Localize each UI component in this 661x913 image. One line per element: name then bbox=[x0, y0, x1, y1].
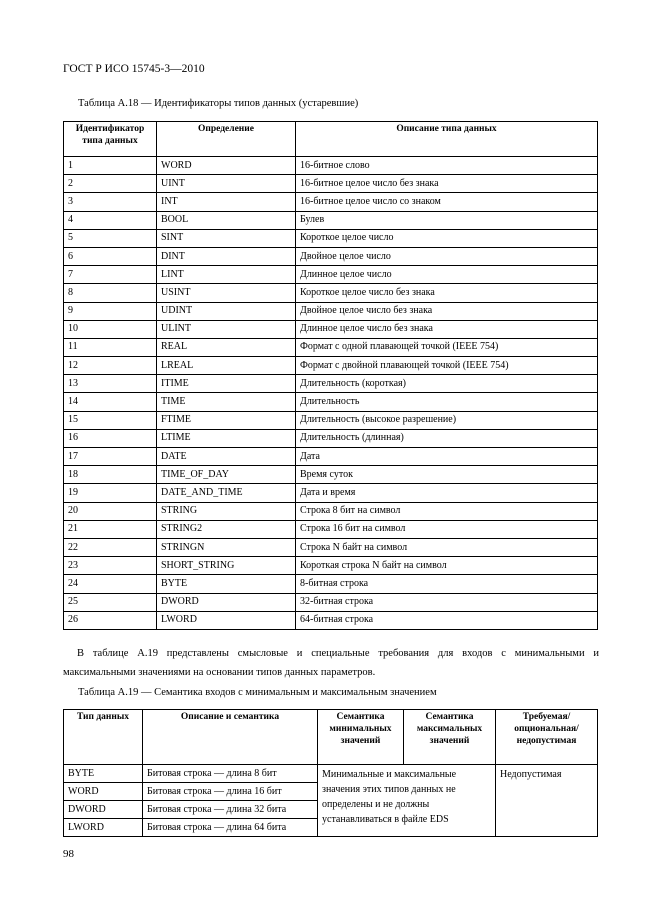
cell-id: 15 bbox=[64, 411, 157, 429]
cell-description: 16-битное целое число без знака bbox=[296, 175, 598, 193]
cell-definition: UDINT bbox=[157, 302, 296, 320]
cell-description: Строка 8 бит на символ bbox=[296, 502, 598, 520]
cell-id: 4 bbox=[64, 211, 157, 229]
cell-description: Строка 16 бит на символ bbox=[296, 520, 598, 538]
cell-description: 64-битная строка bbox=[296, 611, 598, 629]
cell-definition: TIME bbox=[157, 393, 296, 411]
table-row bbox=[64, 502, 598, 520]
cell-definition: STRING2 bbox=[157, 520, 296, 538]
cell-description: Дата и время bbox=[296, 484, 598, 502]
table-header-row bbox=[64, 122, 598, 157]
cell-definition: USINT bbox=[157, 284, 296, 302]
cell-description: Длинное целое число без знака bbox=[296, 320, 598, 338]
table-row bbox=[64, 229, 598, 247]
table-row bbox=[64, 375, 598, 393]
table-a18-body bbox=[64, 157, 598, 630]
cell-description: Битовая строка — длина 32 бита bbox=[143, 801, 318, 819]
cell-id: 25 bbox=[64, 593, 157, 611]
cell-description: Формат с одной плавающей точкой (IEEE 754) bbox=[296, 338, 598, 356]
cell-description: Битовая строка — длина 64 бита bbox=[143, 819, 318, 837]
cell-description: Битовая строка — длина 16 бит bbox=[143, 783, 318, 801]
cell-description: 8-битная строка bbox=[296, 575, 598, 593]
col-header-requirement: Требуемая/ опциональная/ недопустимая bbox=[496, 710, 598, 765]
cell-definition: ITIME bbox=[157, 375, 296, 393]
table-row bbox=[64, 765, 598, 783]
cell-type: LWORD bbox=[64, 819, 143, 837]
cell-description: 16-битное целое число со знаком bbox=[296, 193, 598, 211]
cell-definition: SINT bbox=[157, 229, 296, 247]
cell-id: 26 bbox=[64, 611, 157, 629]
col-header-data-type: Тип данных bbox=[64, 710, 143, 765]
table-row bbox=[64, 175, 598, 193]
cell-id: 8 bbox=[64, 284, 157, 302]
cell-definition: REAL bbox=[157, 338, 296, 356]
cell-id: 2 bbox=[64, 175, 157, 193]
cell-definition: SHORT_STRING bbox=[157, 557, 296, 575]
cell-description: Двойное целое число без знака bbox=[296, 302, 598, 320]
table-row bbox=[64, 302, 598, 320]
cell-description: Двойное целое число bbox=[296, 247, 598, 265]
cell-id: 11 bbox=[64, 338, 157, 356]
cell-definition: BYTE bbox=[157, 575, 296, 593]
cell-type: BYTE bbox=[64, 765, 143, 783]
cell-id: 21 bbox=[64, 520, 157, 538]
table-row bbox=[64, 284, 598, 302]
cell-id: 17 bbox=[64, 448, 157, 466]
cell-definition: LWORD bbox=[157, 611, 296, 629]
cell-description: Строка N байт на символ bbox=[296, 538, 598, 556]
col-header-description: Описание типа данных bbox=[296, 122, 598, 157]
cell-definition: FTIME bbox=[157, 411, 296, 429]
cell-description: Длинное целое число bbox=[296, 266, 598, 284]
cell-description: Короткая строка N байт на символ bbox=[296, 557, 598, 575]
col-header-definition: Определение bbox=[157, 122, 296, 157]
table-row bbox=[64, 320, 598, 338]
cell-type: DWORD bbox=[64, 801, 143, 819]
table-row bbox=[64, 448, 598, 466]
cell-id: 10 bbox=[64, 320, 157, 338]
table-row bbox=[64, 193, 598, 211]
table-row bbox=[64, 466, 598, 484]
cell-description: Короткое целое число без знака bbox=[296, 284, 598, 302]
cell-id: 5 bbox=[64, 229, 157, 247]
cell-definition: LINT bbox=[157, 266, 296, 284]
table-row bbox=[64, 575, 598, 593]
table-a19 bbox=[63, 709, 598, 837]
cell-id: 6 bbox=[64, 247, 157, 265]
table-row bbox=[64, 484, 598, 502]
cell-id: 18 bbox=[64, 466, 157, 484]
cell-definition: STRINGN bbox=[157, 538, 296, 556]
cell-id: 20 bbox=[64, 502, 157, 520]
cell-description: Дата bbox=[296, 448, 598, 466]
table-row bbox=[64, 557, 598, 575]
body-paragraph: В таблице А.19 представлены смысловые и специальные требования для входов с минимальными и максимальными значениями на основании типов данных параметров. bbox=[63, 648, 599, 678]
cell-id: 1 bbox=[64, 157, 157, 175]
cell-definition: DATE bbox=[157, 448, 296, 466]
table-row bbox=[64, 211, 598, 229]
table-row bbox=[64, 429, 598, 447]
cell-description: Формат с двойной плавающей точкой (IEEE 754) bbox=[296, 357, 598, 375]
table-row bbox=[64, 357, 598, 375]
cell-definition: TIME_OF_DAY bbox=[157, 466, 296, 484]
col-header-id: Идентификатор типа данных bbox=[64, 122, 157, 157]
cell-type: WORD bbox=[64, 783, 143, 801]
table-a19-caption: Таблица А.19 — Семантика входов с минимальным и максимальным значением bbox=[78, 687, 437, 698]
cell-id: 9 bbox=[64, 302, 157, 320]
table-row bbox=[64, 157, 598, 175]
cell-definition: DATE_AND_TIME bbox=[157, 484, 296, 502]
document-header: ГОСТ Р ИСО 15745-3—2010 bbox=[63, 63, 205, 75]
table-row bbox=[64, 538, 598, 556]
cell-id: 22 bbox=[64, 538, 157, 556]
cell-id: 13 bbox=[64, 375, 157, 393]
table-row bbox=[64, 520, 598, 538]
cell-id: 14 bbox=[64, 393, 157, 411]
cell-definition: WORD bbox=[157, 157, 296, 175]
cell-id: 24 bbox=[64, 575, 157, 593]
cell-definition: ULINT bbox=[157, 320, 296, 338]
table-row bbox=[64, 593, 598, 611]
cell-definition: BOOL bbox=[157, 211, 296, 229]
table-row bbox=[64, 247, 598, 265]
cell-requirement: Недопустимая bbox=[496, 765, 598, 837]
table-row bbox=[64, 411, 598, 429]
cell-definition: LTIME bbox=[157, 429, 296, 447]
cell-definition: LREAL bbox=[157, 357, 296, 375]
col-header-max-semantics: Семантика максимальных значений bbox=[404, 710, 496, 765]
cell-id: 7 bbox=[64, 266, 157, 284]
cell-description: Длительность (короткая) bbox=[296, 375, 598, 393]
cell-description: Булев bbox=[296, 211, 598, 229]
table-row bbox=[64, 338, 598, 356]
table-a18 bbox=[63, 121, 598, 630]
cell-id: 19 bbox=[64, 484, 157, 502]
cell-description: Длительность (высокое разрешение) bbox=[296, 411, 598, 429]
table-row bbox=[64, 266, 598, 284]
cell-definition: UINT bbox=[157, 175, 296, 193]
cell-id: 23 bbox=[64, 557, 157, 575]
cell-definition: DWORD bbox=[157, 593, 296, 611]
table-row bbox=[64, 393, 598, 411]
cell-description: Время суток bbox=[296, 466, 598, 484]
cell-id: 12 bbox=[64, 357, 157, 375]
table-row bbox=[64, 611, 598, 629]
page-number: 98 bbox=[63, 848, 74, 860]
cell-description: Битовая строка — длина 8 бит bbox=[143, 765, 318, 783]
table-a18-caption: Таблица А.18 — Идентификаторы типов данных (устаревшие) bbox=[78, 98, 359, 109]
cell-id: 3 bbox=[64, 193, 157, 211]
cell-description: Длительность (длинная) bbox=[296, 429, 598, 447]
col-header-min-semantics: Семантика минимальных значений bbox=[318, 710, 404, 765]
table-header-row bbox=[64, 710, 598, 765]
cell-description: Короткое целое число bbox=[296, 229, 598, 247]
cell-id: 16 bbox=[64, 429, 157, 447]
cell-definition: STRING bbox=[157, 502, 296, 520]
cell-definition: DINT bbox=[157, 247, 296, 265]
cell-description: Длительность bbox=[296, 393, 598, 411]
cell-min-max-semantics: Минимальные и максимальные значения этих типов данных не определены и не должны устанавливаться в файле EDS bbox=[318, 765, 496, 837]
cell-description: 16-битное слово bbox=[296, 157, 598, 175]
cell-definition: INT bbox=[157, 193, 296, 211]
cell-description: 32-битная строка bbox=[296, 593, 598, 611]
col-header-semantics: Описание и семантика bbox=[143, 710, 318, 765]
